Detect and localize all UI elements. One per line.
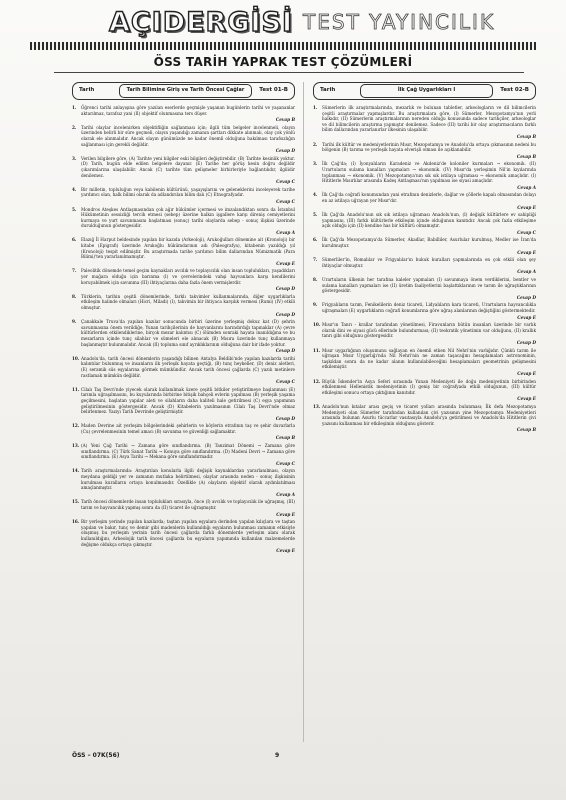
banner-title: AÇIDERGİSİ bbox=[108, 6, 294, 38]
question-number: 8. bbox=[72, 293, 77, 299]
question-item bbox=[313, 161, 536, 183]
question-number: 6. bbox=[72, 237, 77, 243]
banner-subtitle: TEST YAYINCILIK bbox=[303, 10, 496, 34]
question-explanation: Anadolu'nun kıtalar arası geçiş ve ticaret yolları arasında bulunması; İlk defa Mezopotamya Medeniyeti olan Sümerler tarafından kullanılan çivi yazısının yine Mezopotamya Medeniyetleri arasında bulunan Asurlu tüccarlar vasıtasıyla Anadolu'ya getirilmesi ve Anadolu'da Hititlerin çivi yazısını kullanması bir etkileşimin olduğunu gösterir. bbox=[322, 403, 536, 426]
test-subject: Tarih bbox=[320, 87, 336, 94]
answer-label: Cevap C bbox=[276, 179, 295, 185]
answer-label: Cevap E bbox=[276, 260, 295, 266]
answer-label: Cevap D bbox=[275, 286, 295, 292]
title-rule bbox=[54, 72, 524, 73]
question-explanation: Paleolitik dönemde temel geçim kaynakları avcılık ve toplayıcılık olan insan toplulukları, yaşadıkları yer mağara olduğu için barınma (I) ve çevrelerindeki vahşi hayvanlara karşı kendilerini koruyabilmek için savunma (III) ihtiyaçlarına daha fazla önem vermişlerdir. bbox=[81, 268, 295, 285]
question-explanation: İlk Çağ'da; (I) İyonyalıların Karadeniz ve Akdeniz'de koloniler kurmaları → ekonomik. (II) Urartuların sulama kanalları yapmaları → ekonomik. (IV) Mısır'da yerleşimin Nil'in kıyılarında toplanması → ekonomik. (V) Mezopotamya'nın sık sık istilaya uğraması → ekonomik amaçlıdır. (I) Hititlerle Mısırlılar arasında Kadeş Antlaşması'nın yapılması ise siyasi amaçlıdır. bbox=[322, 161, 536, 184]
question-item bbox=[72, 268, 295, 285]
page-number: 9 bbox=[275, 752, 280, 759]
question-item bbox=[72, 207, 295, 229]
question-number: 16. bbox=[72, 519, 80, 525]
left-column bbox=[72, 82, 295, 760]
column-divider bbox=[303, 82, 304, 742]
question-explanation: İlk Çağ'da Mezopotamya'da Sümerler, Akadlar, Babilliler, Asurlular kurulmuş, Medler ise İran'da kurulmuştur. bbox=[322, 237, 536, 249]
answer-label: Cevap D bbox=[516, 294, 536, 300]
question-number: 13. bbox=[72, 443, 80, 449]
right-items bbox=[313, 105, 536, 433]
answer-label: Cevap A bbox=[517, 184, 536, 190]
question-explanation: Türklerin, tarihin çeşitli dönemlerinde, farklı takvimler kullanmalarında, diğer uygarlıklarla etkileşim halinde olmaları (Hicri, Miladi) (I), takvimin bir ihtiyaca karşılık vermesi (Rumi) (IV) etkili olmuştur. bbox=[81, 293, 295, 310]
question-item bbox=[72, 356, 295, 378]
question-explanation: Mısır uygarlığının oluşumunu sağlayan en önemli etken Nil Nehri'nin varlığıdır. Çünkü tarım ile uğraşan Mısır Uygarlığı'nda Nil Nehri'nin ne zaman taşacağını hesaplamaları astronominin, taşkıldan sonra da ne kadar alanın kullanılabileceğini hesaplamaları geometrinin gelişmesini etkilemiştir. bbox=[322, 347, 536, 370]
question-number: 4. bbox=[72, 186, 77, 192]
question-item bbox=[72, 105, 295, 116]
question-item bbox=[313, 212, 536, 229]
question-number: 14. bbox=[72, 468, 80, 474]
question-explanation: Elazığ İl Harput beldesinde yapılan bir kazıda (Arkeoloji), Arukoğulları dönemine ait (Kronoloji) bir kitabe (Epigrafi) üzerinde Arukoğlu hükümdarının adı (Paleografya), kitabenin yazıldığı yıl (Kronoloji) tespit edilmiştir. Bu araştırmada tarihe yardımcı bilim dallarından Nümizmatik (Para Bilimi)'ten yararlanılmamıştır. bbox=[81, 237, 295, 260]
question-item bbox=[313, 192, 536, 203]
question-explanation: Sümerliler'in, Romalılar ve Frigyalılar'ın hukuk kuralları yapmalarında en çok etkili olan şey ihtiyaçlar olmuştur. bbox=[322, 257, 536, 268]
banner-hatch-strip bbox=[30, 42, 536, 50]
question-number: 7. bbox=[72, 268, 77, 274]
question-number: 3. bbox=[313, 161, 318, 167]
question-explanation: Mısır'ın Tanrı - krallar tarafından yönetilmesi, Firavunların bütün insanları üzerinde bir varlık olarak dini ve siyasi gücü ellerinde bulundurması; (II) teokratik yönetimin var olduğunu, (II) krallık tanrı gibi olduğunu göstergesidir. bbox=[322, 322, 536, 339]
test-code: Test 02-B bbox=[500, 87, 529, 94]
question-number: 10. bbox=[72, 355, 80, 361]
question-number: 13. bbox=[313, 403, 321, 409]
question-item bbox=[313, 302, 536, 313]
question-item bbox=[72, 519, 295, 547]
question-item bbox=[313, 348, 536, 370]
question-number: 5. bbox=[313, 212, 318, 218]
question-number: 11. bbox=[72, 386, 80, 392]
answer-label: Cevap D bbox=[275, 415, 295, 421]
question-explanation: Urartuların ülkenin her tarafına kaleler yapmaları (I) savunmaya önem verdiklerini, bentler ve sulama kanalları yapmaları ise (II) üretim faaliyetlerini başlattıklarının ve tarım ile uğraştıklarının göstergesidir. bbox=[322, 277, 536, 294]
test-code: Test 01-B bbox=[259, 87, 288, 94]
question-item bbox=[72, 187, 295, 198]
right-column bbox=[313, 82, 536, 760]
question-explanation: Büyük İskender'in Asya Seferi sırasında Yunan Medeniyeti ile doğu medeniyetinin birbirinden etkilenmesi Hellenistik medeniyetinin (I) geniş bir coğrafyada etkili olduğunun, (III) kültür etkileşimi sonucu ortaya çıktığının kanıtıdır. bbox=[322, 378, 536, 395]
question-number: 12. bbox=[313, 378, 321, 384]
left-items bbox=[72, 105, 295, 554]
question-number: 2. bbox=[72, 124, 77, 130]
answer-label: Cevap E bbox=[517, 314, 536, 320]
question-number: 12. bbox=[72, 423, 80, 429]
question-explanation: Maden Devrine ait yerleşim bölgelerindeki şehirlerin ve köylerin etrafının taş ve şehir duvarlarla (Cu) çevrelenmesinin temel amacı (B) savunma ve güvenliği sağlamaktır. bbox=[81, 423, 295, 434]
question-explanation: Anadolu'da, tarih öncesi dönemlerin yaşandığı bilinen Antalya Beldibi'nde yapılan kazılarda tarihi kalıntılar bulunmuş ve insanların ilk yerleşik hayata geçtiği, (B) tunç heykeller, (D) deniz aletleri, (E) seramik süs eşyalarına görmek mümkündür. Ancak tarih öncesi çağlarda (C) yazılı metinlere rastlamak mümkün değildir. bbox=[81, 355, 295, 378]
question-item bbox=[72, 423, 295, 434]
question-item bbox=[72, 319, 295, 347]
question-item bbox=[313, 105, 536, 133]
test-topic: Tarih Bilimine Giriş ve Tarih Öncesi Çağlar bbox=[119, 84, 252, 98]
test-topic: İlk Çağ Uygarlıkları I bbox=[360, 84, 493, 98]
question-explanation: Tarih öncesi dönemlerde insan toplulukları sırasıyla, önce (I) avcılık ve toplayıcılık ile uğraşmış, (III) tarım ve hayvancılık yapmış sonra da (II) ticaret ile uğraşmıştır. bbox=[81, 499, 295, 510]
answer-label: Cevap E bbox=[517, 249, 536, 255]
question-number: 15. bbox=[72, 499, 80, 505]
question-item bbox=[313, 277, 536, 294]
answer-label: Cevap E bbox=[517, 396, 536, 402]
answer-label: Cevap D bbox=[275, 311, 295, 317]
answer-label: Cevap C bbox=[276, 379, 295, 385]
question-explanation: Verilen bilgilere göre, (A) Tarihte yeni bilgiler eski bilgileri değiştirebilir. (B) Tarihte kesinlik yoktur. (D) Tarih, bugün elde edilen belgelere dayanır. (E) Tarihe her görüş kesin doğru değildir çıkarımlarına ulaşılabilir. Ancak (C) tarihte tüm gelişmeler birbirleriyle bağlantılıdır, ilgilidir denilemez. bbox=[81, 155, 295, 178]
test-header-right bbox=[313, 82, 536, 100]
question-item bbox=[72, 294, 295, 311]
answer-label: Cevap E bbox=[276, 548, 295, 554]
question-number: 9. bbox=[313, 302, 318, 308]
footer-code: ÖSS – 07K(56) bbox=[72, 752, 120, 759]
question-explanation: Bir milletin, topluluğun veya kabilenin kültürünü, yaşayışlarını ve geleneklerini inceleyerek tarihe yardımcı olan, halk bilimi olarak da adlandırılan bilim dalı (C) Etnografyadır. bbox=[81, 186, 295, 198]
question-explanation: Tarih araştırmalarında: Araştırılan konularla ilgili değişik kaynaklardan yararlanılması, olayın meydana geldiği yer ve zamanın mutlaka belirtilmesi, olaylar arasında neden - sonuç ilişkisinin kurulması kuralların ortaya konulmasıdır. Özellikle (A) olayların objektif olarak aydınlatılması amaçlanmıştır. bbox=[81, 468, 295, 491]
question-explanation: Cilalı Taş Devri'nde yiyecek olarak kullanılmak üzere çeşitli bitkiler yetiştirilmeye başlanması (E) tarımla uğraşılmasını, bu kuyularında birbirine bitişik bahçeli evlerin yapılması (B) yerleşik yaşama geçilmesini, başlatan yapılar aleti ve silahların daha kaliteli hale getirilmesi (C) eşya yapımının geliştirilmesinin göstergesidir. Ancak (D) Kitabelerin yazılmasının Cilalı Taş Devri'nde olmaz belirlenmez. Yazıyı Tarih Devrinde geliştirmiştir. bbox=[81, 386, 295, 415]
question-item bbox=[72, 156, 295, 178]
question-explanation: Sümerlerin ilk araştırmalarında, mezarlık ve bulunan tabletler, arkeologların ve dil bilimcilerin çeşitli araştırmalar yapmışlardır. Bu araştırmalara göre, (I) Sümerler, Mezopotamya'nın yerli halkıdır, (II) Sümerlerin araştırmalarının nereden olduğu konusunda sadece tarihçiler, arkeologlar ve dil bilimcilerin araştırma yapmıştır denilemez. Sadece (III) tarihi bir olay araştırmacıların farklı bilim dallarından yararlanırlar ilkesinin ulaşabilir. bbox=[322, 105, 536, 133]
question-item bbox=[72, 443, 295, 460]
test-header-left bbox=[72, 82, 295, 100]
question-item bbox=[313, 237, 536, 248]
answer-label: Cevap E bbox=[276, 511, 295, 517]
question-explanation: (A) Yeni Çağ Tarihi → Zamana göre sınıflandırma. (B) Tanzimat Dönemi → Zamana göre sınıflandırma. (C) Türk Sanat Tarihi → Konuya göre sınıflandırma. (D) Madeni Devri → Zamana göre sınıflandırma. (E) Asya Tarihi → Mekana göre sınıflandırmadır. bbox=[81, 443, 295, 460]
answer-label: Cevap D bbox=[275, 148, 295, 154]
question-item bbox=[72, 468, 295, 490]
answer-label: Cevap E bbox=[517, 204, 536, 210]
question-explanation: Frigyalıların tarım, Fenikelilerin deniz ticareti, Lidyalıların kara ticareti, Urartuların hayvancılıkla uğraşmaları (E) uygarlıkların coğrafi konumlarına göre uğraş alanlarının değiştiğini göstermektedir. bbox=[322, 302, 536, 313]
question-explanation: Tarihi ilk kültür ve medeniyetlerinin Mısır, Mezopotamya ve Anadolu'da ortaya çıkmasının nedeni bu bölgenin (B) tarıma ve yerleşik hayata elverişli olması ile açıklanabilir. bbox=[322, 141, 536, 153]
answer-label: Cevap B bbox=[516, 133, 536, 139]
answer-label: Cevap A bbox=[276, 491, 295, 497]
question-number: 2. bbox=[313, 141, 318, 147]
question-item bbox=[313, 322, 536, 339]
answer-label: Cevap A bbox=[517, 269, 536, 275]
answer-label: Cevap B bbox=[275, 117, 295, 123]
question-item bbox=[72, 237, 295, 259]
question-item bbox=[313, 404, 536, 426]
question-explanation: Tarihi olaylar incelenirken objektifliğin sağlanması için; ilgili tüm belgeler incelenmeli, olayın üzerinden belirli bir süre geçmeli, olayın yaşandığı zamanın şartları dikkate alınmalı, olay çok yönlü olarak ele alınmalıdır. Ancak olayın günümüzde ne kadar önemli olduğuna bakılması tarafsızlığın sağlanması için gerekli değildir. bbox=[81, 124, 295, 147]
answer-label: Cevap A bbox=[276, 229, 295, 235]
question-number: 7. bbox=[313, 257, 318, 263]
question-number: 5. bbox=[72, 206, 77, 212]
question-number: 8. bbox=[313, 277, 318, 283]
test-subject: Tarih bbox=[79, 87, 95, 94]
answer-label: Cevap C bbox=[276, 460, 295, 466]
answer-label: Cevap B bbox=[516, 427, 536, 433]
question-explanation: Çanakkale Truva'da yapılan kazılar sonucunda birbiri üzerine yerleşmiş dokuz kat (D) şehrin savunmasına önem verildiğe, Yunan tarihçilerinin de hayvanlarını barındırdığı tapınaklar (A) çevre kültürlerden etkilendiklerine, birçok mezar kalıntısı (C) ölümden sonraki hayata inanıldığına ve bu mezarların içinde tunç silahlar ve sümeleri ele alınacak (B) Mısıra üzerinde tunç kullanmaya başlanmıştır bulunmalıdır. Ancak (II) topluma sınıf ayrıklıklarının olduğuna dair bir ifade yoktur. bbox=[81, 319, 295, 347]
question-number: 10. bbox=[313, 322, 321, 328]
question-number: 6. bbox=[313, 237, 318, 243]
page-title: ÖSS TARİH YAPRAK TEST ÇÖZÜMLERİ bbox=[153, 55, 413, 69]
answer-label: Cevap E bbox=[517, 370, 536, 376]
question-item bbox=[313, 257, 536, 268]
question-number: 3. bbox=[72, 155, 77, 161]
question-explanation: Öğrenci tarihi anlayışına göre yazılan eserlerde geçmişle yaşanan bugünlerin tarihi ve yaşananlar aktarılmaz, tarafsız yani (II) objektif olunmasına ters düşer. bbox=[81, 105, 295, 116]
question-item bbox=[72, 499, 295, 510]
question-number: 11. bbox=[313, 347, 321, 353]
answer-label: Cevap D bbox=[516, 339, 536, 345]
question-explanation: Mondros Ateşkes Antlaşmasından çok ağır hükümler içermesi ve imzalandıktan sonra da İstanbul Hükümetinin sessizliği tercih etmesi (sebep) üzerine halkın işgallere karşı direniş cemiyetlerini kurmaya ve yurt savunmasını başlatması (sonuç) tarihi olaylarda sebep - sonuç ilişkisi üzerinde durulduğunun göstergesidir. bbox=[81, 206, 295, 229]
banner bbox=[72, 2, 532, 42]
answer-label: Cevap C bbox=[517, 229, 536, 235]
question-item bbox=[313, 379, 536, 396]
answer-label: Cevap C bbox=[276, 198, 295, 204]
answer-label: Cevap D bbox=[275, 348, 295, 354]
question-number: 9. bbox=[72, 319, 77, 325]
question-item bbox=[72, 125, 295, 147]
question-explanation: Bir yerleşim yerinde yapılan kazılarda; taştan yapılan eşyalara derinden yapılan kılıçlara ve taştan yapılan ve bakır, tunç ve demir gibi madenlerin kullanıldığı eşyaların bulunması zamanın etkisiyle oluşmuş bu yerleşim yerinin tarih öncesi çağlarda farklı dönemlerde yerleşim alanı olarak kullanıldığını, Arkeolojik tarih öncesi çağlarda bu eşyaların yapımında kullanılan malzemelerde değişme oldukça ortaya çıkmıştır. bbox=[81, 519, 295, 547]
question-explanation: İlk Çağ'da coğrafi konumundan yani etrafının denizlerle, dağlar ve çöllerle kapalı olmasından dolayı en az istilaya uğrayan yer Mısır'dır. bbox=[322, 192, 536, 203]
question-number: 1. bbox=[72, 105, 77, 110]
answer-label: Cevap B bbox=[275, 435, 295, 441]
answer-label: Cevap B bbox=[516, 153, 536, 159]
question-number: 1. bbox=[313, 105, 318, 110]
question-explanation: İlk Çağ'da Anadolu'nun sık sık istilaya uğraması Anadolu'nun, (I) değişik kültürlere ev sahipliği yapmasını, (III) farklı kültürlerle etkileşim içinde olduğunun kanıtıdır. Ancak çok fazla etkileşime açık olduğu için (II) kendine has bir kültürü olmamıştır. bbox=[322, 212, 536, 229]
question-item bbox=[313, 142, 536, 153]
question-item bbox=[72, 387, 295, 415]
question-number: 4. bbox=[313, 192, 318, 198]
